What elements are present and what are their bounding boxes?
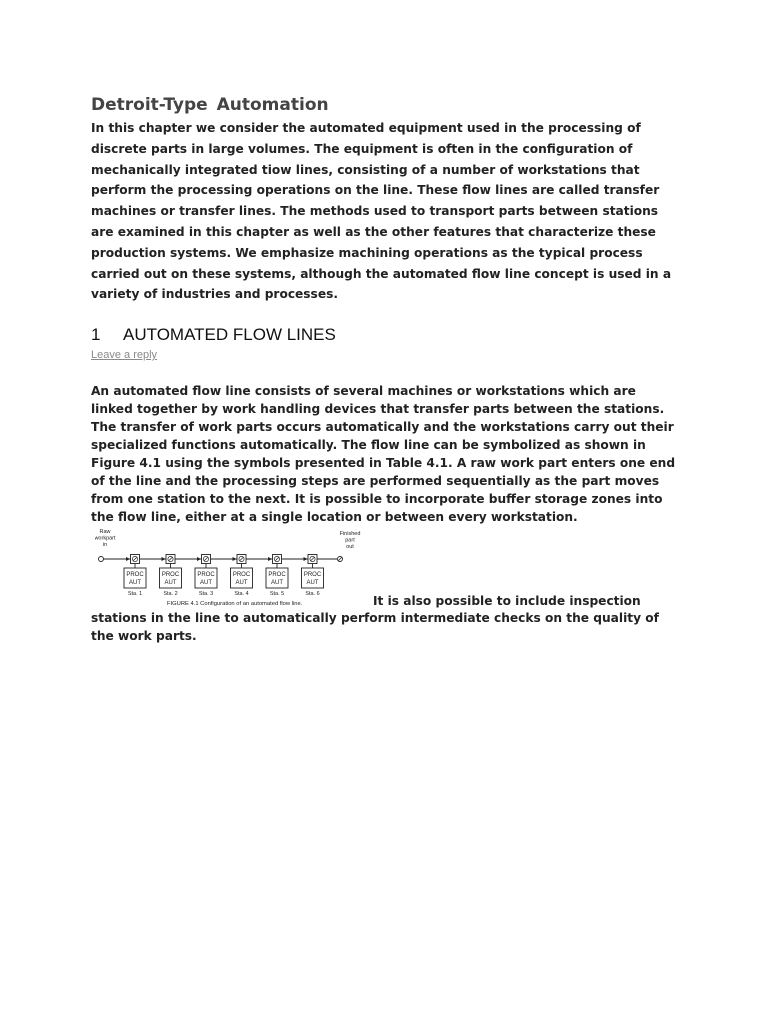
flow-line-paragraph: An automated flow line consists of several machines or workstations which are linked together by work handling devices that transfer parts between the stations. The transfer of work parts occurs automatically and the workstations carry out their specialized functions automatically. The flow line can be symbolized as shown in Figure 4.1 using the symbols presented in Table 4.1. A raw work part enters one end of the line and the processing steps are performed sequentially as the part moves from one station to the next. It is possible to incorporate buffer storage zones into the flow line, either at a single location or between every workstation. — [91, 384, 676, 525]
input-node — [99, 557, 104, 562]
input-label-line: in — [102, 542, 108, 549]
output-label-line: out — [346, 544, 354, 551]
output-node-mark — [338, 557, 342, 561]
intro-paragraph: In this chapter we consider the automated equipment used in the processing of discrete parts in large volumes. The equipment is often in the configuration of mechanically integrated tiow lines, consisting of a number of workstations that perform the processing operations on the line. These flow lines are called transfer machines or transfer lines. The methods used to transport parts between stations are examined in this chapter as well as the other features that characterize these production systems. We emphasize machining operations as the typical process carried out on these systems, although the automated flow line concept is used in a variety of industries and processes. — [91, 121, 672, 302]
station-box-top-label: PROC — [126, 572, 144, 579]
station-box-top-label: PROC — [232, 572, 251, 579]
output-label-line: part — [345, 537, 355, 544]
flow-arrow — [162, 557, 166, 561]
station-box-top-label: PROC — [197, 572, 215, 579]
station-label: Sta. 6 — [305, 591, 320, 598]
input-label-line: Raw — [99, 529, 111, 536]
station-box-bottom-label: AUT — [200, 580, 212, 587]
station-box-top-label: PROC — [161, 572, 180, 579]
flow-line-figure — [95, 527, 375, 609]
station-box-bottom-label: AUT — [271, 580, 283, 587]
section-heading — [91, 325, 681, 345]
flow-arrow — [233, 557, 237, 561]
station-box-bottom-label: AUT — [129, 580, 141, 587]
section-title: AUTOMATED FLOW LINES — [123, 325, 336, 345]
station-box-bottom-label: AUT — [235, 580, 248, 587]
document-page — [91, 94, 681, 645]
station-label: Sta. 5 — [269, 591, 285, 598]
station-box-bottom-label: AUT — [164, 580, 177, 587]
station-label: Sta. 3 — [198, 591, 214, 598]
inspection-text-start: It is also possible to include inspection — [373, 594, 641, 609]
input-label-line: workpart — [95, 535, 116, 542]
figure-row — [91, 527, 681, 609]
flow-arrow — [268, 557, 272, 561]
section-number: 1 — [91, 325, 101, 345]
station-box-bottom-label: AUT — [306, 580, 319, 587]
flow-line-diagram — [95, 527, 375, 609]
station-box-top-label: PROC — [268, 572, 286, 579]
station-box-top-label: PROC — [303, 572, 322, 579]
station-label: Sta. 2 — [163, 591, 178, 598]
inspection-text-rest: stations in the line to automatically perform intermediate checks on the quality of the work parts. — [91, 611, 659, 644]
output-label-line: Finished — [339, 531, 361, 538]
document-title: Detroit-Type Automation — [91, 95, 329, 115]
figure-caption: FIGURE 4.1 Configuration of an automated flow line. — [167, 601, 303, 608]
station-label: Sta. 4 — [234, 591, 249, 598]
flow-arrow — [304, 557, 308, 561]
leave-reply-link[interactable]: Leave a reply — [91, 349, 158, 362]
flow-arrow — [126, 557, 130, 561]
flow-arrow — [197, 557, 201, 561]
station-label: Sta. 1 — [127, 591, 143, 598]
